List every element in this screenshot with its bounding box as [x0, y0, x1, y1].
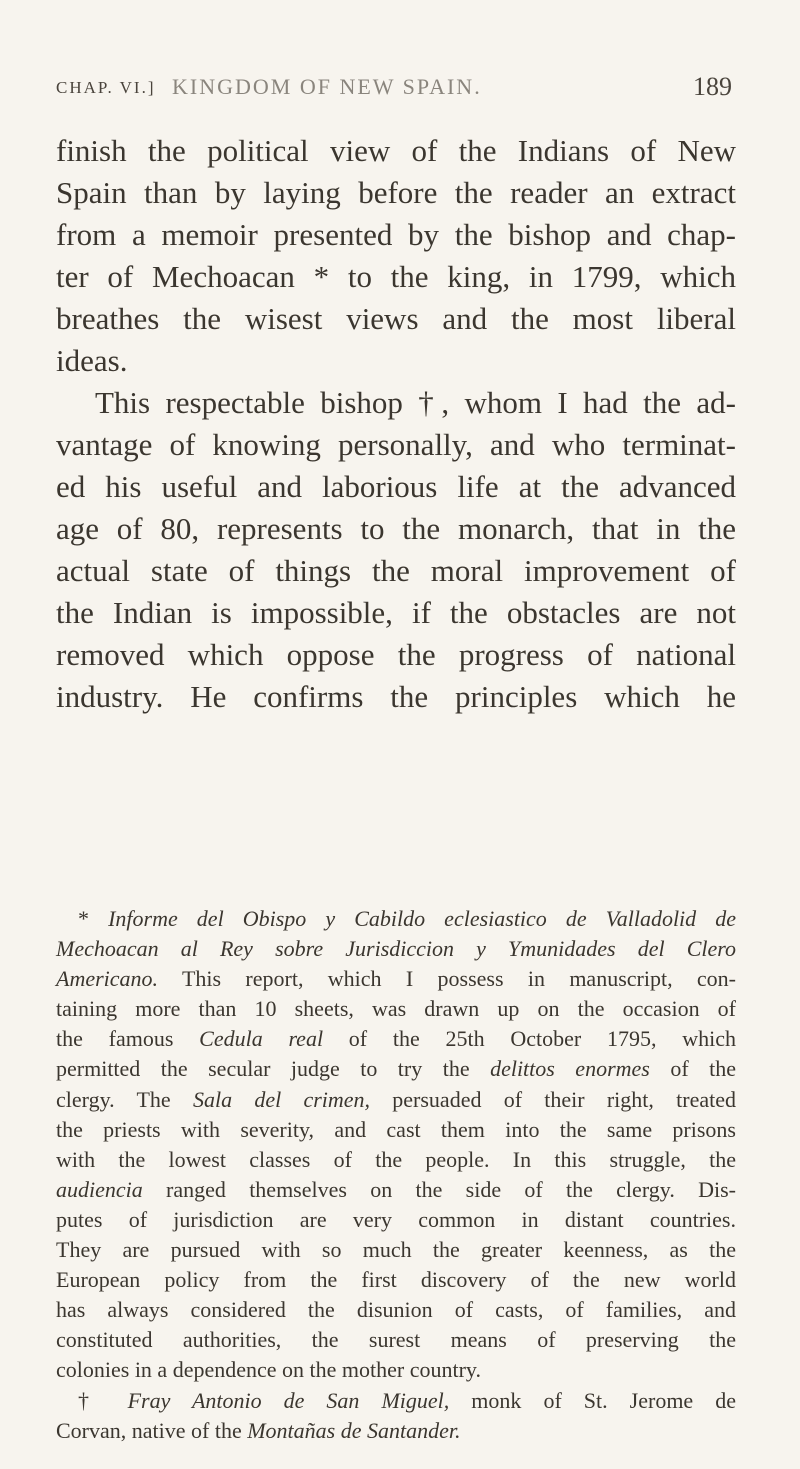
body-line: ed his useful and laborious life at the advanced: [56, 469, 736, 504]
footnote-line: [56, 1235, 736, 1265]
footnote-line: [56, 994, 736, 1024]
footnote-italic-run: Sala del crimen,: [192, 1086, 371, 1112]
chapter-label: CHAP. VI.]: [56, 78, 156, 97]
footnote-line: [56, 1355, 736, 1385]
footnote-run: ranged themselves on the side of the clergy. Dis-: [142, 1176, 736, 1202]
body-text: [56, 130, 736, 718]
footnote-italic-run: Mechoacan al Rey sobre Jurisdiccion y Ymunidades del Clero: [56, 936, 736, 962]
footnote-line: [56, 1145, 736, 1175]
body-line: ter of Mechoacan * to the king, in 1799, which: [56, 259, 736, 294]
footnote-line: [56, 1205, 736, 1235]
body-line: This respectable bishop †, whom I had the ad-: [95, 385, 736, 420]
body-line: ideas.: [56, 343, 128, 378]
footnote-run: the famous: [56, 1026, 200, 1052]
footnote-run: putes of jurisdiction are very common in distant countries.: [56, 1206, 736, 1232]
footnote-line: [56, 1386, 736, 1416]
body-line: industry. He confirms the principles which he: [56, 679, 736, 714]
body-line: the Indian is impossible, if the obstacles are not: [56, 595, 736, 630]
footnote-line: [56, 1085, 736, 1115]
footnote-run: They are pursued with so much the greater keenness, as the: [56, 1237, 736, 1263]
footnote-line: [56, 964, 736, 994]
body-line: age of 80, represents to the monarch, that in the: [56, 511, 736, 546]
footnote-line: [56, 1295, 736, 1325]
footnote-line: [56, 1115, 736, 1145]
body-line: breathes the wisest views and the most liberal: [56, 301, 736, 336]
footnote-line: [56, 1054, 736, 1084]
footnote-line: [56, 1416, 736, 1446]
footnote-run: *: [78, 906, 109, 931]
footnote-run: persuaded of their right, treated: [370, 1086, 736, 1112]
page-number: 189: [693, 72, 732, 101]
footnote-italic-run: Americano.: [56, 966, 159, 992]
footnote-line: [56, 1024, 736, 1054]
footnote-italic-run: Informe del Obispo y Cabildo eclesiastico de Valladolid de: [108, 906, 736, 931]
footnote-run: Corvan, native of the: [56, 1417, 248, 1443]
running-title: KINGDOM OF NEW SPAIN.: [172, 74, 482, 99]
footnote-run: constituted authorities, the surest means of preserving the: [56, 1327, 736, 1353]
footnote-run: This report, which I possess in manuscript, con-: [158, 966, 736, 992]
footnote-run: †: [78, 1387, 128, 1413]
footnote-run: with the lowest classes of the people. In this struggle, the: [56, 1146, 736, 1172]
footnote-line: [56, 1325, 736, 1355]
body-line: Spain than by laying before the reader an extract: [56, 175, 736, 210]
body-line: vantage of knowing personally, and who terminat-: [56, 427, 736, 462]
footnote-run: the priests with severity, and cast them into the same prisons: [56, 1116, 736, 1142]
body-line: from a memoir presented by the bishop and chap-: [56, 217, 736, 252]
footnote-run: of the 25th October 1795, which: [323, 1026, 736, 1052]
footnote-run: permitted the secular judge to try the: [56, 1056, 491, 1082]
footnote-run: taining more than 10 sheets, was drawn up on the occasion of: [56, 996, 736, 1022]
footnote-run: colonies in a dependence on the mother country.: [56, 1357, 481, 1383]
footnotes: [56, 904, 736, 1446]
footnote-line: [56, 1265, 736, 1295]
footnote-italic-run: delittos enormes: [490, 1056, 650, 1082]
footnote-line: [56, 1175, 736, 1205]
footnote-italic-run: audiencia: [56, 1176, 143, 1202]
footnote-run: of the: [649, 1056, 736, 1082]
body-line: finish the political view of the Indians of New: [56, 133, 736, 168]
footnote-italic-run: Cedula real: [199, 1026, 324, 1052]
footnote-run: has always considered the disunion of casts, of families, and: [56, 1297, 736, 1323]
body-line: actual state of things the moral improvement of: [56, 553, 736, 588]
footnote-line: [56, 904, 736, 934]
footnote-line: [56, 934, 736, 964]
footnote-run: clergy. The: [56, 1086, 193, 1112]
footnote-run: monk of St. Jerome de: [449, 1387, 736, 1413]
running-header: [56, 70, 732, 110]
footnote-italic-run: Fray Antonio de San Miguel,: [127, 1387, 450, 1413]
footnote-italic-run: Montañas de Santander.: [247, 1417, 461, 1443]
body-line: removed which oppose the progress of national: [56, 637, 736, 672]
footnote-run: European policy from the first discovery of the new world: [56, 1267, 736, 1293]
